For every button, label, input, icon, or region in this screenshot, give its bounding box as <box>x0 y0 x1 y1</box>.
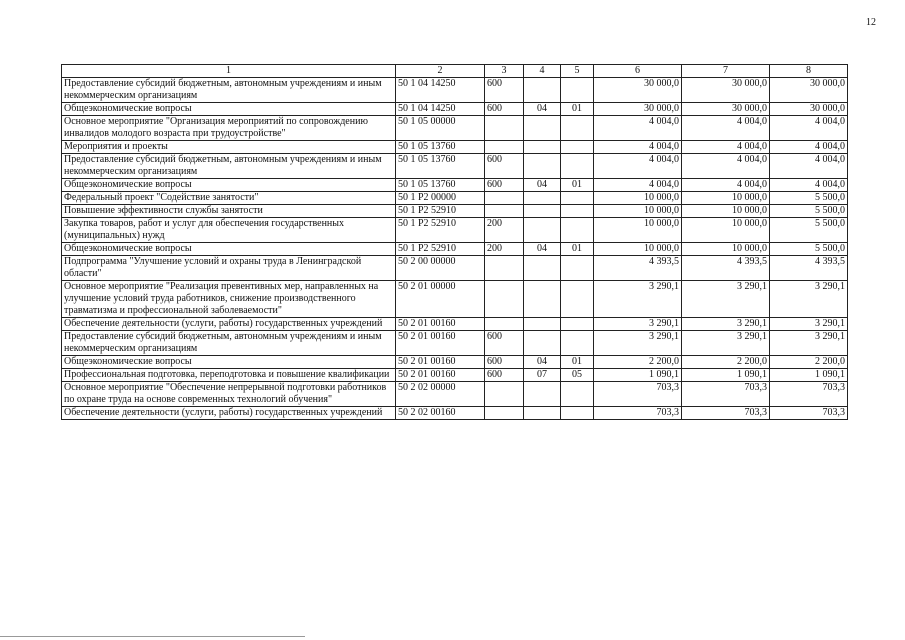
amount-cell-1: 10 000,0 <box>594 192 682 205</box>
table-row <box>62 331 848 356</box>
subsection-cell <box>561 331 594 356</box>
amount-cell-1: 4 004,0 <box>594 179 682 192</box>
row-name-cell: Обеспечение деятельности (услуги, работы) государственных учреждений <box>62 407 396 420</box>
row-name-cell: Профессиональная подготовка, переподготовка и повышение квалификации <box>62 369 396 382</box>
expense-type-cell <box>485 116 524 141</box>
amount-cell-1: 4 004,0 <box>594 116 682 141</box>
target-code-cell: 50 1 P2 52910 <box>396 205 485 218</box>
amount-cell-2: 1 090,1 <box>682 369 770 382</box>
expense-type-cell <box>485 281 524 318</box>
subsection-cell: 01 <box>561 243 594 256</box>
table-row <box>62 192 848 205</box>
subsection-cell <box>561 141 594 154</box>
target-code-cell: 50 1 P2 52910 <box>396 243 485 256</box>
amount-cell-3: 1 090,1 <box>770 369 848 382</box>
table-row <box>62 407 848 420</box>
amount-cell-2: 10 000,0 <box>682 192 770 205</box>
amount-cell-1: 4 004,0 <box>594 141 682 154</box>
target-code-cell: 50 2 01 00000 <box>396 281 485 318</box>
amount-cell-2: 4 004,0 <box>682 141 770 154</box>
target-code-cell: 50 2 02 00160 <box>396 407 485 420</box>
header-cell: 5 <box>561 65 594 78</box>
expense-type-cell <box>485 141 524 154</box>
row-name-cell: Предоставление субсидий бюджетным, автономным учреждениям и иным некоммерческим организациям <box>62 331 396 356</box>
row-name-cell: Предоставление субсидий бюджетным, автономным учреждениям и иным некоммерческим организациям <box>62 78 396 103</box>
amount-cell-1: 2 200,0 <box>594 356 682 369</box>
table-row <box>62 281 848 318</box>
expense-type-cell: 600 <box>485 103 524 116</box>
amount-cell-3: 4 004,0 <box>770 116 848 141</box>
amount-cell-3: 4 004,0 <box>770 179 848 192</box>
expense-type-cell: 600 <box>485 154 524 179</box>
amount-cell-1: 3 290,1 <box>594 331 682 356</box>
amount-cell-3: 5 500,0 <box>770 218 848 243</box>
section-cell: 04 <box>524 103 561 116</box>
section-cell <box>524 318 561 331</box>
section-cell <box>524 141 561 154</box>
target-code-cell: 50 2 01 00160 <box>396 331 485 356</box>
row-name-cell: Обеспечение деятельности (услуги, работы) государственных учреждений <box>62 318 396 331</box>
section-cell <box>524 281 561 318</box>
expense-type-cell <box>485 256 524 281</box>
expense-type-cell <box>485 205 524 218</box>
table-row <box>62 78 848 103</box>
section-cell: 04 <box>524 243 561 256</box>
header-cell: 3 <box>485 65 524 78</box>
section-cell <box>524 116 561 141</box>
amount-cell-3: 5 500,0 <box>770 192 848 205</box>
row-name-cell: Основное мероприятие "Реализация превентивных мер, направленных на улучшение условий труда работников, снижение производственного травматизма и профессиональной заболеваемости" <box>62 281 396 318</box>
amount-cell-3: 30 000,0 <box>770 78 848 103</box>
header-cell: 2 <box>396 65 485 78</box>
amount-cell-3: 2 200,0 <box>770 356 848 369</box>
target-code-cell: 50 1 05 00000 <box>396 116 485 141</box>
subsection-cell <box>561 407 594 420</box>
amount-cell-2: 30 000,0 <box>682 103 770 116</box>
section-cell <box>524 154 561 179</box>
table-row <box>62 256 848 281</box>
row-name-cell: Общеэкономические вопросы <box>62 179 396 192</box>
amount-cell-2: 10 000,0 <box>682 218 770 243</box>
amount-cell-2: 10 000,0 <box>682 205 770 218</box>
section-cell: 04 <box>524 356 561 369</box>
amount-cell-3: 3 290,1 <box>770 318 848 331</box>
amount-cell-2: 3 290,1 <box>682 331 770 356</box>
expense-type-cell: 600 <box>485 369 524 382</box>
row-name-cell: Предоставление субсидий бюджетным, автономным учреждениям и иным некоммерческим организациям <box>62 154 396 179</box>
amount-cell-1: 4 393,5 <box>594 256 682 281</box>
amount-cell-2: 4 393,5 <box>682 256 770 281</box>
amount-cell-2: 4 004,0 <box>682 116 770 141</box>
amount-cell-1: 3 290,1 <box>594 281 682 318</box>
row-name-cell: Общеэкономические вопросы <box>62 356 396 369</box>
target-code-cell: 50 2 02 00000 <box>396 382 485 407</box>
amount-cell-2: 4 004,0 <box>682 154 770 179</box>
subsection-cell <box>561 218 594 243</box>
row-name-cell: Общеэкономические вопросы <box>62 103 396 116</box>
section-cell <box>524 192 561 205</box>
expense-type-cell: 200 <box>485 218 524 243</box>
amount-cell-3: 5 500,0 <box>770 205 848 218</box>
subsection-cell <box>561 154 594 179</box>
subsection-cell <box>561 192 594 205</box>
target-code-cell: 50 2 00 00000 <box>396 256 485 281</box>
subsection-cell <box>561 205 594 218</box>
section-cell <box>524 331 561 356</box>
target-code-cell: 50 1 05 13760 <box>396 154 485 179</box>
table-row <box>62 243 848 256</box>
section-cell <box>524 407 561 420</box>
subsection-cell <box>561 281 594 318</box>
section-cell <box>524 382 561 407</box>
subsection-cell: 01 <box>561 103 594 116</box>
amount-cell-3: 703,3 <box>770 407 848 420</box>
amount-cell-1: 3 290,1 <box>594 318 682 331</box>
amount-cell-1: 1 090,1 <box>594 369 682 382</box>
header-cell: 4 <box>524 65 561 78</box>
table-row <box>62 141 848 154</box>
expense-type-cell: 600 <box>485 179 524 192</box>
subsection-cell: 01 <box>561 179 594 192</box>
amount-cell-2: 2 200,0 <box>682 356 770 369</box>
amount-cell-1: 703,3 <box>594 382 682 407</box>
expense-type-cell <box>485 407 524 420</box>
table-row <box>62 218 848 243</box>
amount-cell-2: 3 290,1 <box>682 281 770 318</box>
row-name-cell: Повышение эффективности службы занятости <box>62 205 396 218</box>
amount-cell-2: 30 000,0 <box>682 78 770 103</box>
section-cell <box>524 205 561 218</box>
table-header-row <box>62 65 848 78</box>
target-code-cell: 50 1 04 14250 <box>396 103 485 116</box>
section-cell: 04 <box>524 179 561 192</box>
budget-table <box>61 64 848 420</box>
amount-cell-2: 703,3 <box>682 382 770 407</box>
amount-cell-2: 10 000,0 <box>682 243 770 256</box>
header-cell: 6 <box>594 65 682 78</box>
expense-type-cell <box>485 192 524 205</box>
header-cell: 1 <box>62 65 396 78</box>
amount-cell-2: 703,3 <box>682 407 770 420</box>
subsection-cell <box>561 382 594 407</box>
amount-cell-2: 4 004,0 <box>682 179 770 192</box>
row-name-cell: Закупка товаров, работ и услуг для обеспечения государственных (муниципальных) нужд <box>62 218 396 243</box>
row-name-cell: Основное мероприятие "Организация мероприятий по сопровождению инвалидов молодого возраста при трудоустройстве" <box>62 116 396 141</box>
expense-type-cell <box>485 382 524 407</box>
row-name-cell: Общеэкономические вопросы <box>62 243 396 256</box>
expense-type-cell: 600 <box>485 331 524 356</box>
amount-cell-3: 703,3 <box>770 382 848 407</box>
subsection-cell <box>561 116 594 141</box>
expense-type-cell: 200 <box>485 243 524 256</box>
row-name-cell: Мероприятия и проекты <box>62 141 396 154</box>
target-code-cell: 50 2 01 00160 <box>396 356 485 369</box>
amount-cell-1: 10 000,0 <box>594 218 682 243</box>
subsection-cell: 01 <box>561 356 594 369</box>
amount-cell-1: 10 000,0 <box>594 205 682 218</box>
table-row <box>62 356 848 369</box>
table-row <box>62 179 848 192</box>
table-row <box>62 154 848 179</box>
table-body <box>62 65 848 420</box>
table-row <box>62 318 848 331</box>
page-number: 12 <box>866 17 876 28</box>
header-cell: 7 <box>682 65 770 78</box>
amount-cell-1: 4 004,0 <box>594 154 682 179</box>
subsection-cell: 05 <box>561 369 594 382</box>
target-code-cell: 50 1 P2 52910 <box>396 218 485 243</box>
amount-cell-3: 4 393,5 <box>770 256 848 281</box>
target-code-cell: 50 1 05 13760 <box>396 141 485 154</box>
subsection-cell <box>561 318 594 331</box>
header-cell: 8 <box>770 65 848 78</box>
expense-type-cell: 600 <box>485 78 524 103</box>
section-cell <box>524 256 561 281</box>
table-row <box>62 205 848 218</box>
table-row <box>62 369 848 382</box>
target-code-cell: 50 1 05 13760 <box>396 179 485 192</box>
target-code-cell: 50 1 04 14250 <box>396 78 485 103</box>
table-row <box>62 116 848 141</box>
amount-cell-3: 4 004,0 <box>770 154 848 179</box>
row-name-cell: Основное мероприятие "Обеспечение непрерывной подготовки работников по охране труда на основе современных технологий обучения" <box>62 382 396 407</box>
amount-cell-1: 703,3 <box>594 407 682 420</box>
section-cell <box>524 78 561 103</box>
footer-divider <box>0 636 305 637</box>
amount-cell-3: 3 290,1 <box>770 281 848 318</box>
target-code-cell: 50 1 P2 00000 <box>396 192 485 205</box>
amount-cell-1: 30 000,0 <box>594 103 682 116</box>
table-row <box>62 382 848 407</box>
expense-type-cell: 600 <box>485 356 524 369</box>
table-row <box>62 103 848 116</box>
target-code-cell: 50 2 01 00160 <box>396 369 485 382</box>
subsection-cell <box>561 256 594 281</box>
amount-cell-2: 3 290,1 <box>682 318 770 331</box>
section-cell <box>524 218 561 243</box>
target-code-cell: 50 2 01 00160 <box>396 318 485 331</box>
amount-cell-3: 30 000,0 <box>770 103 848 116</box>
amount-cell-3: 3 290,1 <box>770 331 848 356</box>
amount-cell-1: 30 000,0 <box>594 78 682 103</box>
section-cell: 07 <box>524 369 561 382</box>
subsection-cell <box>561 78 594 103</box>
row-name-cell: Федеральный проект "Содействие занятости" <box>62 192 396 205</box>
amount-cell-1: 10 000,0 <box>594 243 682 256</box>
row-name-cell: Подпрограмма "Улучшение условий и охраны труда в Ленинградской области" <box>62 256 396 281</box>
amount-cell-3: 5 500,0 <box>770 243 848 256</box>
amount-cell-3: 4 004,0 <box>770 141 848 154</box>
expense-type-cell <box>485 318 524 331</box>
